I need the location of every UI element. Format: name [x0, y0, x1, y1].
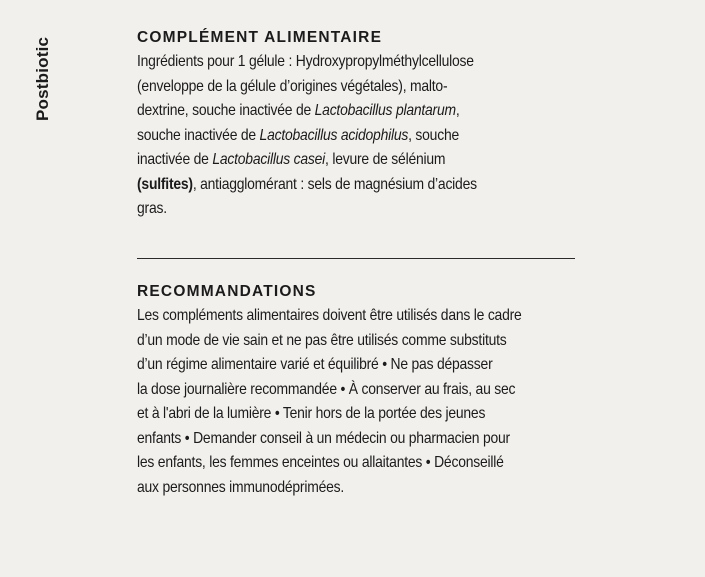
- text-run: d’un mode de vie sain et ne pas être utilisés comme substituts: [137, 331, 507, 349]
- supplement-heading: COMPLÉMENT ALIMENTAIRE: [137, 29, 383, 46]
- italic-text: Lactobacillus acidophilus: [259, 126, 409, 144]
- italic-text: Lactobacillus plantarum: [314, 102, 456, 119]
- text-line: [137, 476, 581, 501]
- text-run: (enveloppe de la gélule d’origines végétales), malto-: [137, 77, 448, 95]
- text-line: [137, 173, 581, 198]
- text-run: inactivée de: [137, 151, 213, 168]
- text-line: [137, 197, 581, 222]
- text-run: , levure de sélénium: [325, 151, 446, 168]
- text-line: [137, 75, 581, 100]
- text-run: les enfants, les femmes enceintes ou allaitantes • Déconseillé: [137, 454, 504, 471]
- text-run: et à l'abri de la lumière • Tenir hors de la portée des jeunes: [137, 405, 486, 422]
- recommendations-section: [137, 282, 587, 500]
- text-line: [137, 427, 581, 452]
- bold-text: (sulfites): [137, 175, 193, 193]
- text-line: [137, 329, 581, 354]
- text-line: [137, 99, 581, 124]
- text-run: , souche: [408, 126, 459, 144]
- text-run: ,: [455, 102, 460, 119]
- text-run: Les compléments alimentaires doivent être utilisés dans le cadre: [137, 307, 522, 324]
- recommendations-heading: RECOMMANDATIONS: [137, 283, 317, 300]
- text-line: [137, 50, 581, 75]
- text-line: [137, 378, 581, 403]
- text-run: Ingrédients pour 1 gélule : Hydroxypropylméthylcellulose: [137, 53, 474, 70]
- text-line: [137, 353, 581, 378]
- text-line: [137, 402, 581, 427]
- section-divider: [137, 258, 575, 259]
- ingredients-text: [137, 50, 581, 222]
- text-run: souche inactivée de: [137, 126, 260, 144]
- text-run: gras.: [137, 200, 167, 217]
- text-line: [137, 451, 581, 476]
- text-run: la dose journalière recommandée • À conserver au frais, au sec: [137, 380, 516, 398]
- recommendations-text: [137, 304, 581, 500]
- product-label-vertical: Postbiotic: [33, 36, 52, 121]
- italic-text: Lactobacillus casei: [212, 151, 326, 168]
- text-line: [137, 124, 581, 149]
- text-line: [137, 304, 581, 329]
- supplement-section: [137, 28, 587, 222]
- text-run: enfants • Demander conseil à un médecin ou pharmacien pour: [137, 429, 510, 447]
- text-run: aux personnes immunodéprimées.: [137, 478, 345, 496]
- text-line: [137, 148, 581, 173]
- text-run: , antiagglomérant : sels de magnésium d’acides: [192, 175, 477, 193]
- text-run: dextrine, souche inactivée de: [137, 102, 315, 119]
- text-run: d’un régime alimentaire varié et équilibré • Ne pas dépasser: [137, 356, 493, 373]
